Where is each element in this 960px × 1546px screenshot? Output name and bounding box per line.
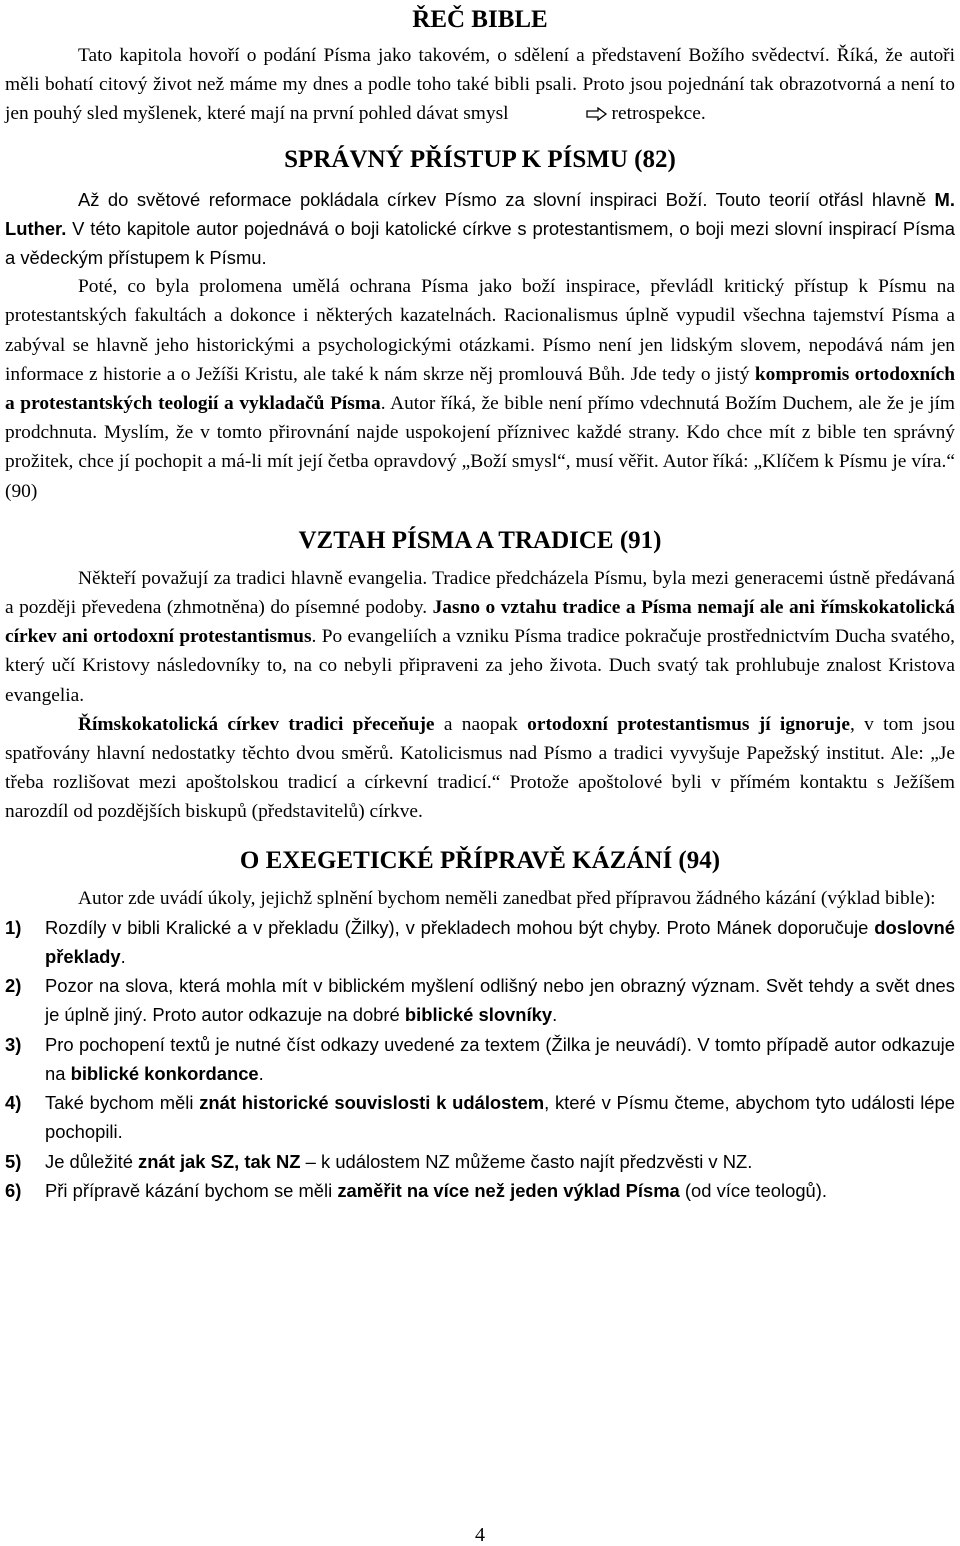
section1-paragraph-1 xyxy=(5,185,955,273)
list-number: 5) xyxy=(5,1150,22,1172)
list-text: Rozdíly v bibli Kralické a v překladu (Žilky), v překladech mohou být chyby. Proto Mánek doporučuje xyxy=(45,916,869,938)
outline-right-arrow-icon xyxy=(513,101,608,130)
list-text: Také bychom měli xyxy=(45,1092,194,1114)
list-number: 2) xyxy=(5,975,22,997)
task-list xyxy=(5,913,955,1205)
list-text: (od více teologů). xyxy=(684,1179,828,1201)
emphasis-text: M. Luther. xyxy=(5,188,955,239)
list-number: 1) xyxy=(5,916,22,938)
list-number: 4) xyxy=(5,1092,22,1114)
emphasis-text: biblické konkordance xyxy=(70,1062,259,1084)
list-text: , které v Písmu čteme, abychom tyto události lépe pochopili. xyxy=(45,1092,955,1143)
section3-intro: Autor zde uvádí úkoly, jejichž splnění bychom neměli zanedbat před přípravou žádného kázání (výklad bible): xyxy=(78,887,936,909)
list-item xyxy=(5,1147,955,1176)
list-text: . xyxy=(258,1062,264,1084)
emphasis-text: biblické slovníky xyxy=(404,1004,553,1026)
list-text: Pozor na slova, která mohla mít v biblickém myšlení odlišný nebo jen obrazný význam. Svět tehdy a svět dnes je úplně jiný. Proto autor odkazuje na dobré xyxy=(45,975,955,1026)
paragraph-text: Poté, co byla prolomena umělá ochrana Písma jako boží inspirace, převládl kritický přístup k Písmu na protestantských fakultách a dokonce i některých kazatelnách. Racionalismus úplně vypudil všechna tajemství Písma a zabýval se hlavně jeho historickými a psychologickými otázkami. Písmo není jen lidským slovem, nepodává nám jen informace z historie a o Ježíši Kristu, ale také k nám skrze něj promlouvá Bůh. Jde tedy o jistý xyxy=(5,276,955,385)
list-text: . xyxy=(552,1004,558,1026)
page-title: ŘEČ BIBLE xyxy=(412,6,548,33)
emphasis-text: doslovné překlady xyxy=(45,916,955,968)
list-text: . xyxy=(120,946,126,968)
paragraph-text: a naopak xyxy=(443,713,518,735)
list-item xyxy=(5,1088,955,1146)
emphasis-text: znát jak SZ, tak NZ xyxy=(138,1150,301,1172)
intro-text: Tato kapitola hovoří o podání Písma jako takovém, o sdělení a představení Božího svědectví. Říká, že autoři měli bohatí citový život než máme my dnes a podle toho také bibli psali. Proto jsou pojednání tak obrazotvorná a není to jen pouhý sled myšlenek, které mají na první pohled dávat smysl xyxy=(5,45,955,125)
list-item xyxy=(5,1030,955,1088)
emphasis-text: kompromis ortodoxních a protestantských teologií a vykladačů Písma xyxy=(5,363,955,415)
section-heading-spravny-pristup: SPRÁVNÝ PŘÍSTUP K PÍSMU (82) xyxy=(284,145,676,173)
emphasis-text: znát historické souvislosti k událostem xyxy=(199,1092,545,1114)
section-heading-vztah-pisma: VZTAH PÍSMA A TRADICE (91) xyxy=(298,526,662,554)
list-text: Při přípravě kázání bychom se měli xyxy=(45,1179,333,1201)
list-text: Pro pochopení textů je nutné číst odkazy uvedené za textem (Žilka je neuvádí). V tomto případě autor odkazuje na xyxy=(45,1033,955,1084)
intro-paragraph xyxy=(5,41,955,131)
list-item xyxy=(5,971,955,1029)
section1-paragraph-2 xyxy=(5,272,955,506)
paragraph-text: . Po evangeliích a vzniku Písma tradice pokračuje prostřednictvím Ducha svatého, který učí Kristovy následovníky to, na co nebyli připraveni za jeho života. Duch svatý tak prohlubuje znalost Kristova evangelia. xyxy=(5,626,955,706)
paragraph-text: Někteří považují za tradici hlavně evangelia. Tradice předcházela Písmu, byla mezi generacemi ústně předávaná a později převedena (zhmotněna) do písemné podoby. xyxy=(5,567,955,619)
list-number: 6) xyxy=(5,1179,22,1201)
section-heading-exegeticke-priprave: O EXEGETICKÉ PŘÍPRAVĚ KÁZÁNÍ (94) xyxy=(239,846,721,874)
document-page xyxy=(5,0,955,1205)
list-text: – k událostem NZ můžeme často najít předzvěsti v NZ. xyxy=(305,1150,753,1172)
section2-paragraph-2 xyxy=(5,710,955,827)
list-item xyxy=(5,1176,955,1205)
list-number: 3) xyxy=(5,1033,22,1055)
emphasis-text: ortodoxní protestantismus jí ignoruje xyxy=(527,713,850,735)
list-text: Je důležité xyxy=(45,1150,133,1172)
emphasis-text: Jasno o vztahu tradice a Písma nemají ale ani římskokatolická církev ani ortodoxní protestantismus xyxy=(5,597,956,648)
paragraph-text: Až do světové reformace pokládala církev Písmo za slovní inspiraci Boží. Touto teorií otřásl hlavně xyxy=(78,188,927,210)
paragraph-text: . Autor říká, že bible není přímo vdechnutá Božím Duchem, ale že je jím prodchnuta. Myslím, že v tomto přirovnání najde uspokojení příznivec každé strany. Kdo chce mít z bible ten správný prožitek, chce jí pochopit a má-li mít její četba opravdový „Boží smysl“, musí věřit. Autor říká: „Klíčem k Písmu je víra.“ (90) xyxy=(5,393,955,502)
list-item xyxy=(5,913,955,971)
paragraph-text: V této kapitole autor pojednává o boji katolické církve s protestantismem, o boji mezi slovní inspirací Písma a vědeckým přístupem k Písmu. xyxy=(5,217,955,269)
paragraph-text: , v tom jsou spatřovány hlavní nedostatky těchto dvou směrů. Katolicismus nad Písmo a tradici vyvyšuje Papežský institut. Ale: „Je třeba rozlišovat mezi apoštolskou tradicí a církevní tradicí.“ Protože apoštolové byli v přímém kontaktu s Ježíšem narozdíl od pozdějších biskupů (představitelů) církve. xyxy=(5,713,955,823)
emphasis-text: zaměřit na více než jeden výklad Písma xyxy=(337,1179,680,1201)
intro-text-end: retrospekce. xyxy=(611,103,706,125)
page-number: 4 xyxy=(475,1524,485,1546)
section2-paragraph-1 xyxy=(5,564,955,710)
emphasis-text: Římskokatolická církev tradici přeceňuje xyxy=(78,713,435,735)
